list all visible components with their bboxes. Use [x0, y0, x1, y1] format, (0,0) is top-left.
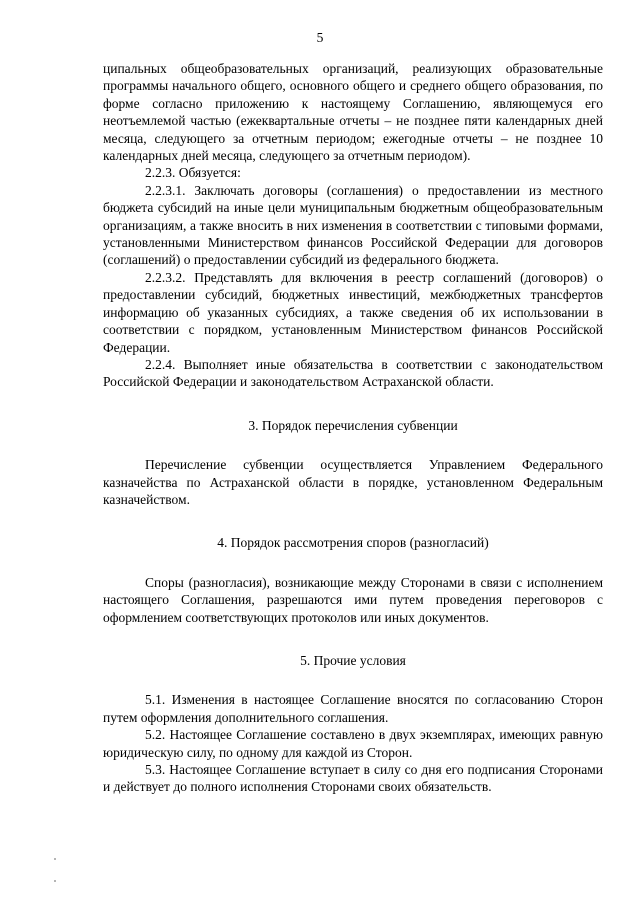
paragraph-2-2-3-1: 2.2.3.1. Заключать договоры (соглашения) о предоставлении из местного бюджета субсидий на иные цели муниципальным бюджетным общеобразовательным организациям, а также вносить в них изменения в соответствии с типовыми формами, установленными Министерством финансов Российской Федерации для договоров (соглашений) о предоставлении субсидий из федерального бюджета.: [103, 182, 603, 268]
paragraph-5-1: 5.1. Изменения в настоящее Соглашение вносятся по согласованию Сторон путем оформления дополнительного соглашения.: [103, 692, 603, 725]
paragraph-2-2-4: 2.2.4. Выполняет иные обязательства в соответствии с законодательством Российской Федерации и законодательством Астраханской области.: [103, 356, 603, 390]
paragraph-5-2: 5.2. Настоящее Соглашение составлено в двух экземплярах, имеющих равную юридическую силу, по одному для каждой из Сторон.: [103, 727, 603, 760]
section-4-heading: 4. Порядок рассмотрения споров (разногласий): [217, 535, 489, 551]
section-5-heading: 5. Прочие условия: [300, 652, 406, 668]
paragraph-2-2-3-2: 2.2.3.2. Представлять для включения в реестр соглашений (договоров) о предоставлении субсидий, бюджетных инвестиций, межбюджетных трансфертов информацию об указанных субсидиях, а также сведения об их использовании в соответствии с порядком, установленным Министерством финансов Российской Федерации.: [103, 269, 603, 355]
paragraph-continuation: ципальных общеобразовательных организаций, реализующих образовательные программы начального общего, основного общего и среднего общего образования, по форме согласно приложению к настоящему Соглашению, являющемуся его неотъемлемой частью (ежеквартальные отчеты – не позднее пяти календарных дней месяца, следующего за отчетным периодом; ежегодные отчеты – не позднее 10 календарных дней месяца, следующего за отчетным периодом).: [103, 61, 603, 164]
section-3-heading: 3. Порядок перечисления субвенции: [248, 417, 458, 433]
page-number: 5: [316, 30, 324, 45]
paragraph-5-3: 5.3. Настоящее Соглашение вступает в силу со дня его подписания Сторонами и действует до полного исполнения Сторонами своих обязательств.: [103, 762, 603, 795]
paragraph-4: Споры (разногласия), возникающие между Сторонами в связи с исполнением настоящего Соглашения, разрешаются ими путем проведения переговоров с оформлением соответствующих протоколов или иных документов.: [103, 574, 603, 625]
paragraph-2-2-3: 2.2.3. Обязуется:: [145, 165, 241, 181]
document-body: [103, 60, 603, 796]
paragraph-3: Перечисление субвенции осуществляется Управлением Федерального казначейства по Астраханской области в порядке, установленном Федеральным казначейством.: [103, 457, 603, 507]
scan-speck: [54, 858, 56, 860]
scan-speck: [54, 880, 56, 882]
